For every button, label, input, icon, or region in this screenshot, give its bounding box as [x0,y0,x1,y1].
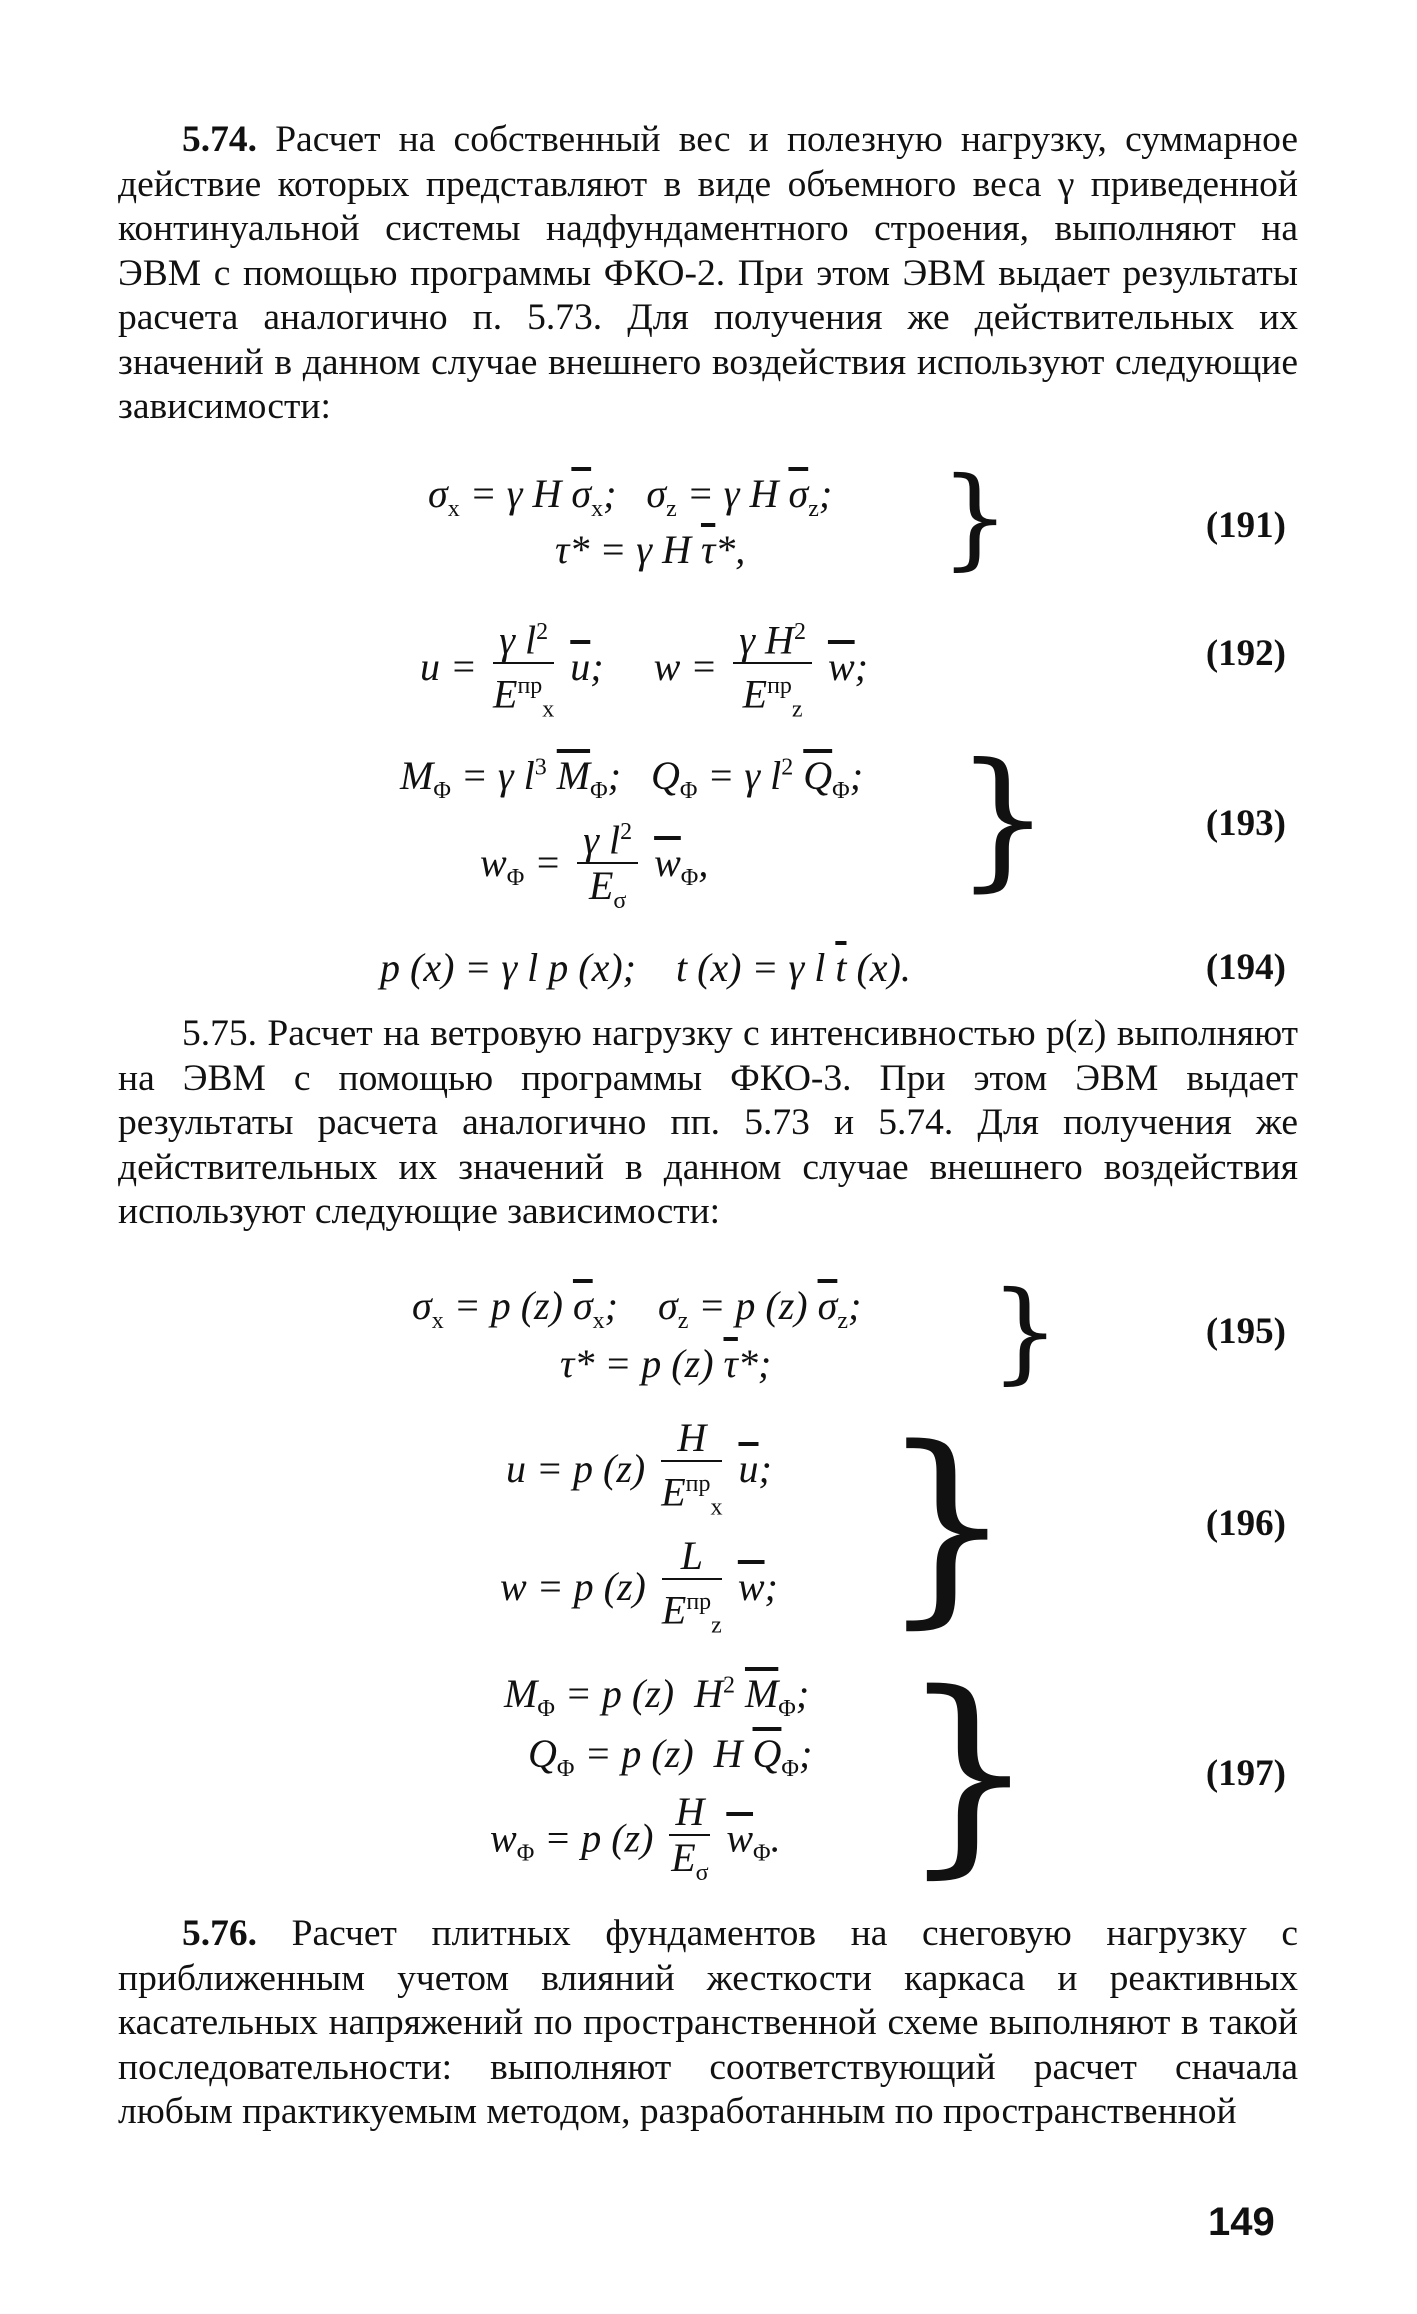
equation-number-194: (194) [1205,947,1286,988]
paragraph-5-75 [118,1012,1298,1235]
page-number: 149 [1208,2200,1275,2244]
paragraph-number: 5.75. [182,1013,257,1054]
equation-197-line3: $w_\Phi = p$ (z) $\frac{H}{E_\sigma}$ $\overline{w}_\Phi$. [490,1789,781,1886]
equation-number-196: (196) [1205,1503,1286,1544]
equation-197-line2: $Q_\Phi = p$ (z) H $\overline{Q}_\Phi$; [528,1731,813,1782]
equation-number-192: (192) [1205,633,1286,674]
paragraph-text: Расчет плитных фундаментов на снеговую нагрузку с приближенным учетом влияний жесткости каркаса и реактивных касательных напряжений по пространственной схеме выполняют в такой последовательности: выполняют соответствующий расчет сначала любым практикуемым методом, разработанным по пространственной [118,1913,1298,2132]
equation-195: $\sigma_x = p$ (z) $\overline{\sigma}_x$; $\sigma_z = p$ (z) $\overline{\sigma}_z$; [412,1283,862,1334]
paragraph-5-76 [118,1912,1298,2135]
equation-number-195: (195) [1205,1311,1286,1352]
brace-195: } [990,1267,1060,1395]
equation-193: $M_\Phi = \gamma$ $l^3$ $\overline{M}_\Phi$; $Q_\Phi = \gamma$ $l^2$ $\overline{Q}_\Phi$; [400,753,864,804]
paragraph-text: Расчет на собственный вес и полезную нагрузку, суммарное действие которых представляют в виде объемного веса γ приведенной континуальной системы надфундаментного строения, выполняют на ЭВМ с помощью программы ФКО-2. При этом ЭВМ выдает результаты расчета аналогично п. 5.73. Для получения же действительных их значений в данном случае внешнего воздействия используют следующие зависимости: [118,119,1298,427]
paragraph-5-74 [118,118,1298,430]
equation-191-line2: τ* = γ H $\overline{\tau}*$, [555,527,746,572]
brace-193: } [955,732,1051,906]
paragraph-number: 5.76. [182,1913,257,1954]
brace-197: } [900,1646,1037,1897]
equation-193-line2: $w_\Phi$ = $\frac{\gamma l^2}{E_\sigma}$ $\overline{w}_\Phi$, [480,810,708,923]
equation-number-197: (197) [1205,1753,1286,1794]
equation-number-191: (191) [1205,505,1286,546]
equation-196: u = p (z) $\frac{H}{E^{пр}_x}$ $\overline{u}$; [506,1415,772,1521]
paragraph-text: Расчет на ветровую нагрузку с интенсивностью p(z) выполняют на ЭВМ с помощью программы ФКО-3. При этом ЭВМ выдает результаты расчета аналогично пп. 5.73 и 5.74. Для получения же действительных их значений в данном случае внешнего воздействия используют следующие зависимости: [118,1013,1298,1232]
equation-196-line2: w = p (z) $\frac{L}{E^{пр}_z}$ $\overline{w}$; [500,1533,778,1639]
equation-197: $M_\Phi = p$ (z) $H^2$ $\overline{M}_\Phi$; [504,1671,810,1722]
equation-195-line2: τ* = p (z) $\overline{\tau}*$; [560,1341,772,1386]
equation-192: u = $\frac{\gamma l^2}{E^{пр}_x}$ $\overline{u}$; w = $\frac{\gamma H^2}{E^{пр}_z}$ $\overline{w}$; [420,610,868,732]
paragraph-number: 5.74. [182,119,257,160]
equation-194: p (x) = γ l p (x); t (x) = γ l $\overline{t}$ (x). [380,945,911,990]
brace-191: } [940,453,1010,581]
equation-number-193: (193) [1205,803,1286,844]
brace-196: } [880,1402,1014,1647]
equation-191: $\sigma_x = \gamma$ H $\overline{\sigma}_x$; $\sigma_z = \gamma$ H $\overline{\sigma}_z$; [428,471,833,522]
